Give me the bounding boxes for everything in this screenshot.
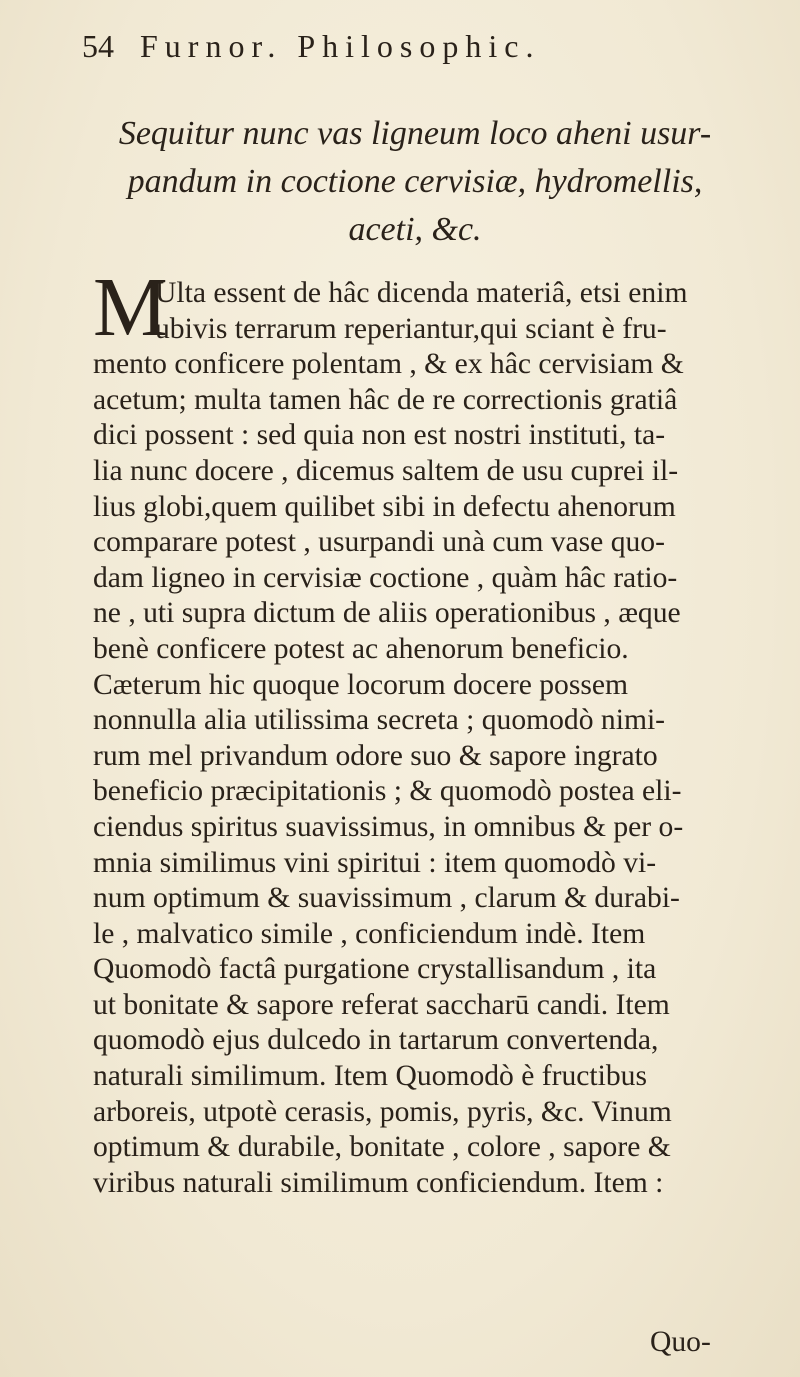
text-line: beneficio præcipitationis ; & quomodò postea eli- bbox=[93, 775, 682, 808]
page-number: 54 bbox=[82, 28, 114, 64]
text-line: quomodò ejus dulcedo in tartarum convertenda, bbox=[93, 1024, 659, 1057]
text-line: nonnulla alia utilissima secreta ; quomodò nimi- bbox=[93, 704, 666, 737]
text-line: ubivis terrarum reperiantur,qui sciant è fru- bbox=[155, 312, 667, 345]
text-line: viribus naturali similimum conficiendum. Item : bbox=[93, 1166, 664, 1199]
text-line: dici possent : sed quia non est nostri instituti, ta- bbox=[93, 419, 666, 452]
text-line: lia nunc docere , dicemus saltem de usu cuprei il- bbox=[93, 454, 679, 487]
text-line: Cæterum hic quoque locorum docere possem bbox=[93, 668, 629, 701]
text-line: comparare potest , usurpandi unà cum vase quo- bbox=[93, 526, 665, 559]
text-line: mnia similimus vini spiritui : item quomodò vi- bbox=[93, 846, 657, 879]
running-head bbox=[82, 28, 722, 78]
text-line: benè conficere potest ac ahenorum beneficio. bbox=[93, 632, 629, 665]
text-line: dam ligneo in cervisiæ coctione , quàm hâc ratio- bbox=[93, 561, 678, 594]
heading-line: aceti, &c. bbox=[348, 211, 482, 248]
text-line: ciendus spiritus suavissimus, in omnibus & per o- bbox=[93, 810, 684, 843]
body-text bbox=[93, 276, 773, 1201]
text-line: ne , uti supra dictum de aliis operationibus , æque bbox=[93, 597, 681, 630]
text-line: le , malvatico simile , conficiendum indè. Item bbox=[93, 917, 646, 950]
text-line: Ulta essent de hâc dicenda materiâ, etsi enim bbox=[155, 277, 688, 309]
text-line: arboreis, utpotè cerasis, pomis, pyris, &c. Vinum bbox=[93, 1095, 672, 1128]
text-line: lius globi,quem quilibet sibi in defectu ahenorum bbox=[93, 490, 676, 523]
heading-line: pandum in coctione cervisiæ, hydromellis, bbox=[127, 163, 703, 200]
text-line: num optimum & suavissimum , clarum & durabi- bbox=[93, 882, 680, 915]
text-line: ut bonitate & sapore referat saccharū candi. Item bbox=[93, 988, 670, 1021]
running-title: Furnor. Philosophic. bbox=[140, 28, 541, 64]
text-line: naturali similimum. Item Quomodò è fructibus bbox=[93, 1060, 647, 1093]
text-line: acetum; multa tamen hâc de re correctionis gratiâ bbox=[93, 383, 678, 416]
text-line: rum mel privandum odore suo & sapore ingrato bbox=[93, 739, 658, 772]
text-line: mento conficere polentam , & ex hâc cervisiam & bbox=[93, 348, 684, 381]
section-heading bbox=[90, 110, 740, 254]
heading-line: Sequitur nunc vas ligneum loco aheni usur- bbox=[118, 115, 712, 152]
catchword: Quo- bbox=[650, 1326, 711, 1358]
text-line: optimum & durabile, bonitate , colore , sapore & bbox=[93, 1131, 671, 1164]
text-line: Quomodò factâ purgatione crystallisandum , ita bbox=[93, 953, 657, 986]
drop-cap: M bbox=[93, 261, 168, 354]
